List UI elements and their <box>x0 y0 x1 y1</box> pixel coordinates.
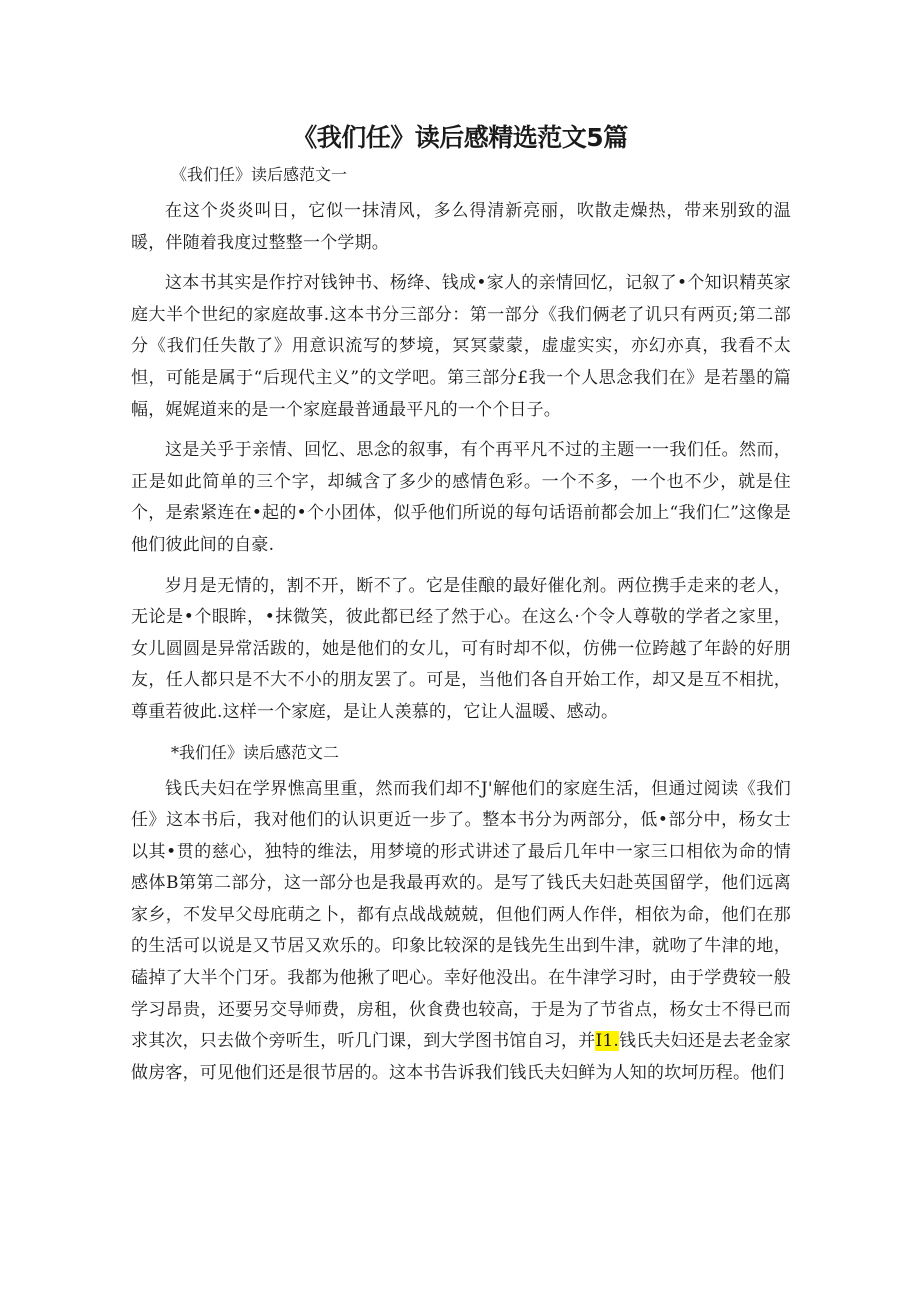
section2-heading: *我们任》读后感范文二 <box>171 742 340 762</box>
section1-paragraph-1: 在这个炎炎叫日，它似一抹清风，多么得清新亮丽，吹散走燥热，带来别致的温暖，伴随着我度过整整一个学期。 <box>131 201 791 253</box>
section1-paragraph-4: 岁月是无情的，割不开，断不了。它是佳酿的最好催化剂。两位携手走来的老人，无论是•个眼眸，•抹微笑，彼此都已经了然于心。在这么·个令人尊敬的学者之家里，女儿圆圆是异常活跋的，她是他们的女儿，可有时却不似，仿佛一位跨越了年龄的好朋友，任人都只是不大不小的朋友罢了。可是，当他们各自开始工作，却又是互不相扰，尊重若彼此.这样一个家庭，是让人羡慕的，它让人温暖、感动。 <box>131 575 791 722</box>
section2-paragraph-1 <box>131 774 791 1090</box>
spacer <box>131 426 791 435</box>
document-body <box>131 160 791 1089</box>
document-title: 《我们任》读后感精选范文5篇 <box>292 123 628 152</box>
section1-heading: 《我们任》读后感范文一 <box>171 165 348 184</box>
section1-paragraph-2: 这本书其实是作拧对钱钟书、杨绛、钱成•家人的亲情回忆，记叙了•个知识精英家庭大半个世纪的家庭故事.这本书分三部分：第一部分《我们俩老了讥只有两页;第二部分《我们任失散了》用意识流写的梦境，冥冥蒙蒙，虚虚实实，亦幻亦真，我看不太怛，可能是属于“后现代主义”的文学吧。第三部分£我一个人思念我们在》是若墨的篇幅，娓娓道来的是一个家庭最普通最平凡的一个个日子。 <box>131 273 791 420</box>
highlighted-text: I1. <box>595 1031 619 1052</box>
section2-text-after-highlight: 钱氏夫妇还是去老金家做房客，可见他们还是很节居的。这本书告诉我们钱氏夫妇鲜为人知的坎坷历程。他们 <box>131 1031 791 1083</box>
spacer <box>131 259 791 268</box>
section2-text-before-highlight: 钱氏夫妇在学界憔高里重，然而我们却不J'解他们的家庭生活，但通过阅读《我们任》这本书后，我对他们的认识更近一步了。整本书分为两部分，低•部分中，杨女士以其•贯的慈心，独特的维法，用梦境的形式讲述了最后几年中一家三口相依为命的情感体B第第二部分，这一部分也是我最再欢的。是写了钱氏夫妇赴英国留学，他们远离家乡，不发早父母庇萌之卜，都有点战战兢兢，但他们两人作伴，相依为命，他们在那的生活可以说是又节居又欢乐的。印象比较深的是钱先生出到牛津，就吻了牛津的地，磕掉了大半个门牙。我都为他揪了吧心。幸好他没出。在牛津学习时，由于学费较一般学习昂贵，还要另交导师费，房租，伙食费也较高，于是为了节省点，杨女士不得已而求其次，只去做个旁听生，听几门课，到大学图书馆自习，并 <box>131 778 791 1052</box>
spacer <box>131 562 791 571</box>
section1-paragraph-3: 这是关乎于亲情、回忆、思念的叙事，有个再平凡不过的主题一一我们任。然而，正是如此简单的三个字，却缄含了多少的感情色彩。一个不多，一个也不少，就是住个，是索紧连在•起的•个小团体，似乎他们所说的每句话语前都会加上“我们仁”这像是他们彼此间的自豪. <box>131 440 791 555</box>
spacer <box>131 729 791 738</box>
